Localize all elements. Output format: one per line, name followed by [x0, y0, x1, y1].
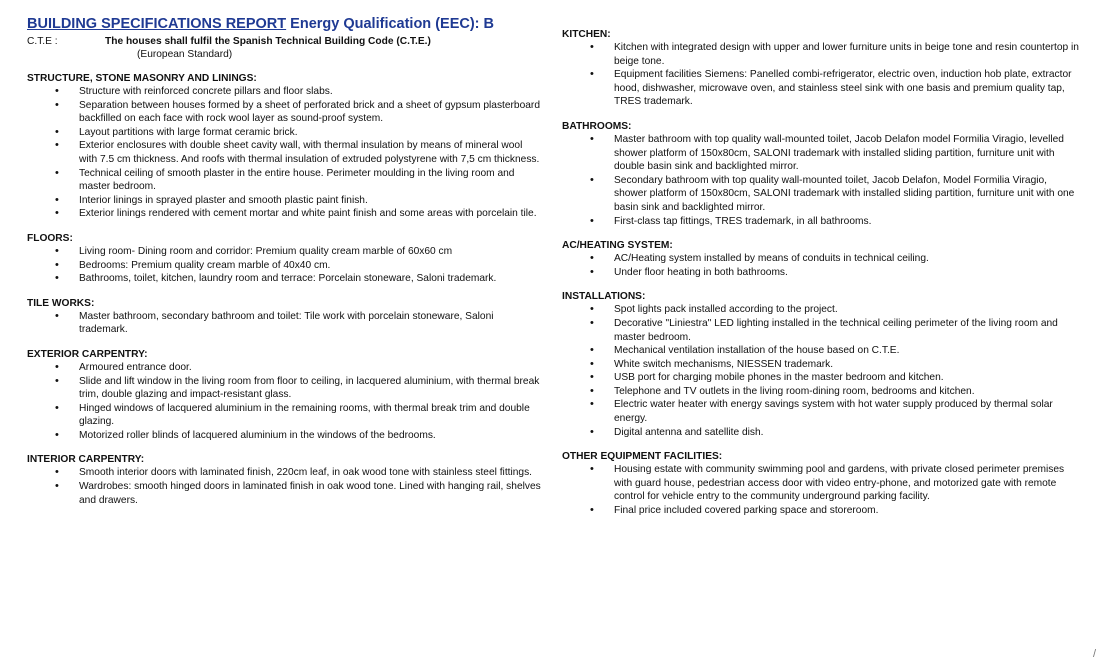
list-item: • Wardrobes: smooth hinged doors in laminated finish in oak wood tone. Lined with hanging rail, shelves and drawers.	[27, 480, 542, 507]
section-structure-stone-masonry-and-linings	[27, 72, 542, 221]
list-item: • Master bathroom with top quality wall-mounted toilet, Jacob Delafon model Formilia Viragio, levelled shower platform of 150x80cm, SALONI trademark with installed sliding partition, furniture unit with double basin sink and backlighted mirror.	[562, 133, 1082, 174]
list-item: • Mechanical ventilation installation of the house based on C.T.E.	[562, 344, 1082, 358]
report-title-main: BUILDING SPECIFICATIONS REPORT	[27, 16, 287, 32]
list-item: • Kitchen with integrated design with upper and lower furniture units in beige tone and resin countertop in beige tone.	[562, 41, 1082, 68]
bullet-list	[562, 133, 1082, 228]
list-item: • Separation between houses formed by a sheet of perforated brick and a sheet of gypsum plasterboard backfilled on each face with rock wool layer as sound-proof system.	[27, 99, 542, 126]
list-item: • Interior linings in sprayed plaster and smooth plastic paint finish.	[27, 194, 542, 208]
list-item: • Master bathroom, secondary bathroom and toilet: Tile work with porcelain stoneware, Saloni trademark.	[27, 310, 542, 337]
bullet-list	[27, 310, 542, 337]
list-item: • Decorative "Liniestra" LED lighting installed in the technical ceiling perimeter of the living room and master bedroom.	[562, 317, 1082, 344]
section-heading: OTHER EQUIPMENT FACILITIES:	[562, 451, 723, 463]
section-heading: AC/HEATING SYSTEM:	[562, 240, 673, 252]
cte-label: C.T.E :	[27, 36, 58, 47]
left-column	[27, 15, 542, 507]
section-heading: TILE WORKS:	[27, 297, 95, 309]
list-item: • Structure with reinforced concrete pillars and floor slabs.	[27, 85, 542, 99]
section-heading: INSTALLATIONS:	[562, 291, 646, 303]
right-column	[562, 28, 1082, 518]
bullet-list	[562, 41, 1082, 109]
list-item: • Equipment facilities Siemens: Panelled combi-refrigerator, electric oven, induction hob plate, extractor hood, dishwasher, microwave oven, and stainless steel sink with one basis and premium quality tap, TRES trademark.	[562, 68, 1082, 109]
section-heading: BATHROOMS:	[562, 120, 632, 132]
list-item: • Under floor heating in both bathrooms.	[562, 266, 1082, 280]
cte-text: The houses shall fulfil the Spanish Technical Building Code (C.T.E.)	[105, 36, 431, 47]
list-item: • Hinged windows of lacquered aluminium in the remaining rooms, with thermal break trim and double glazing.	[27, 402, 542, 429]
list-item: • Motorized roller blinds of lacquered aluminium in the windows of the bedrooms.	[27, 429, 542, 443]
section-tile-works	[27, 297, 542, 337]
bullet-list	[27, 245, 542, 286]
section-heading: FLOORS:	[27, 232, 73, 244]
section-installations	[562, 290, 1082, 439]
list-item: • Armoured entrance door.	[27, 361, 542, 375]
list-item: • Smooth interior doors with laminated finish, 220cm leaf, in oak wood tone with stainless steel fittings.	[27, 466, 542, 480]
section-heading: KITCHEN:	[562, 29, 611, 40]
section-heading: STRUCTURE, STONE MASONRY AND LININGS:	[27, 73, 257, 84]
list-item: • Layout partitions with large format ceramic brick.	[27, 126, 542, 140]
list-item: • White switch mechanisms, NIESSEN trademark.	[562, 358, 1082, 372]
bullet-list	[27, 466, 542, 507]
cte-block	[27, 36, 542, 61]
section-kitchen	[562, 28, 1082, 109]
list-item: • USB port for charging mobile phones in the master bedroom and kitchen.	[562, 371, 1082, 385]
list-item: • Digital antenna and satellite dish.	[562, 426, 1082, 440]
list-item: • AC/Heating system installed by means of conduits in technical ceiling.	[562, 252, 1082, 266]
bullet-list	[562, 463, 1082, 517]
left-sections	[27, 72, 542, 507]
list-item: • Living room- Dining room and corridor: Premium quality cream marble of 60x60 cm	[27, 245, 542, 259]
report-title	[27, 15, 542, 33]
section-heading: INTERIOR CARPENTRY:	[27, 454, 145, 466]
list-item: • Technical ceiling of smooth plaster in the entire house. Perimeter moulding in the living room and master bedroom.	[27, 167, 542, 194]
list-item: • Housing estate with community swimming pool and gardens, with private closed perimeter premises with guard house, pedestrian access door with video entry-phone, and motorized gate with remote control for vehicle entry to the community underground parking facility.	[562, 463, 1082, 504]
list-item: • Telephone and TV outlets in the living room-dining room, bedrooms and kitchen.	[562, 385, 1082, 399]
section-ac-heating-system	[562, 239, 1082, 279]
section-floors	[27, 232, 542, 286]
list-item: • Secondary bathroom with top quality wall-mounted toilet, Jacob Delafon, Model Formilia Viragio, shower platform of 150x80cm, SALONI trademark with installed sliding partition, furniture unit with one basin sink and backlighted mirror.	[562, 174, 1082, 215]
section-heading: EXTERIOR CARPENTRY:	[27, 348, 148, 360]
corner-mark: /	[1092, 648, 1096, 660]
cte-text-wrap	[105, 36, 431, 61]
bullet-list	[562, 252, 1082, 279]
section-other-equipment-facilities	[562, 450, 1082, 517]
list-item: • Exterior enclosures with double sheet cavity wall, with thermal insulation by means of mineral wool with 7.5 cm thickness. And roofs with thermal insulation of extruded polystyrene with 7,5 cm thickness.	[27, 139, 542, 166]
section-interior-carpentry	[27, 453, 542, 507]
list-item: • Bedrooms: Premium quality cream marble of 40x40 cm.	[27, 259, 542, 273]
list-item: • First-class tap fittings, TRES trademark, in all bathrooms.	[562, 215, 1082, 229]
cte-subtext: (European Standard)	[137, 48, 233, 60]
list-item: • Bathrooms, toilet, kitchen, laundry room and terrace: Porcelain stoneware, Saloni trademark.	[27, 272, 542, 286]
list-item: • Electric water heater with energy savings system with hot water supply produced by thermal solar energy.	[562, 398, 1082, 425]
bullet-list	[562, 303, 1082, 439]
list-item: • Spot lights pack installed according to the project.	[562, 303, 1082, 317]
section-bathrooms	[562, 120, 1082, 228]
list-item: • Final price included covered parking space and storeroom.	[562, 504, 1082, 518]
bullet-list	[27, 85, 542, 221]
report-title-qualification: Energy Qualification (EEC): B	[286, 16, 494, 32]
list-item: • Slide and lift window in the living room from floor to ceiling, in lacquered aluminium, with thermal break trim, double glazing and impact-resistant glass.	[27, 375, 542, 402]
list-item: • Exterior linings rendered with cement mortar and white paint finish and some areas with porcelain tile.	[27, 207, 542, 221]
section-exterior-carpentry	[27, 348, 542, 443]
bullet-list	[27, 361, 542, 443]
right-sections	[562, 28, 1082, 518]
